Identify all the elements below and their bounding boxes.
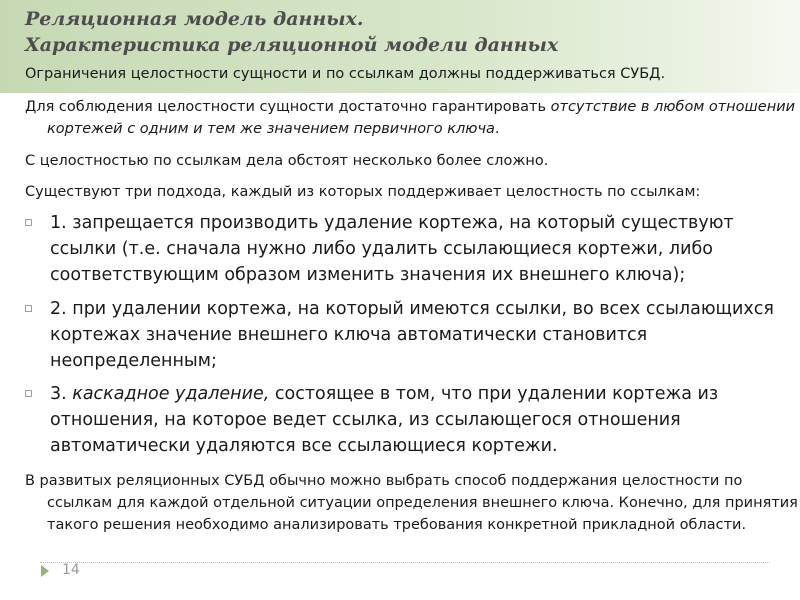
- paragraph-three-approaches: Существуют три подхода, каждый из которых поддерживает целостность по ссылкам:: [25, 184, 701, 200]
- bullet-item-1: [25, 210, 775, 288]
- footer-divider: [40, 562, 770, 563]
- paragraph-entity-integrity: [25, 96, 800, 140]
- paragraph-referential-integrity: С целостностью по ссылкам дела обстоят несколько более сложно.: [25, 153, 549, 169]
- square-bullet-icon: [25, 305, 32, 312]
- bullet-2-text: 2. при удалении кортежа, на который имеются ссылки, во всех ссылающихся кортежах значение внешнего ключа автоматически становится неопределенным;: [50, 299, 774, 371]
- bullet-3-italic-text: каскадное удаление,: [72, 384, 270, 404]
- paragraph-advanced-dbms: В развитых реляционных СУБД обычно можно выбрать способ поддержания целостности по ссылкам для каждой отдельной ситуации определения внешнего ключа. Конечно, для принятия такого решения необходимо анализировать требования конкретной прикладной области.: [25, 473, 798, 533]
- bullet-3-text: состоящее в том, что при удалении кортежа из отношения, на которое ведет ссылка, из ссылающегося отношения автоматически удаляются все ссылающиеся кортежи.: [50, 384, 719, 456]
- slide-header: [0, 0, 800, 93]
- p1-text: Для соблюдения целостности сущности достаточно гарантировать: [25, 99, 551, 115]
- p1-italic-text: отсутствие в любом отношении кортежей с одним и тем же значением первичного ключа: [47, 99, 796, 137]
- square-bullet-icon: [25, 390, 32, 397]
- bullet-1-text: 1. запрещается производить удаление кортежа, на который существуют ссылки (т.е. сначала нужно либо удалить ссылающиеся кортежи, либо соответствующим образом изменить значения их внешнего ключа);: [50, 213, 734, 285]
- bullet-3-number: 3.: [50, 384, 73, 404]
- title-line-2: Характеристика реляционной модели данных: [25, 34, 559, 56]
- slide-title: [25, 6, 558, 58]
- triangle-arrow-icon: [41, 565, 49, 577]
- p1-end: .: [494, 121, 500, 137]
- page-number: 14: [62, 562, 80, 578]
- bullet-item-2: [25, 296, 775, 374]
- slide-subtitle: Ограничения целостности сущности и по ссылкам должны поддерживаться СУБД.: [25, 66, 666, 82]
- square-bullet-icon: [25, 219, 32, 226]
- bullet-item-3: [25, 381, 775, 459]
- title-line-1: Реляционная модель данных.: [25, 8, 364, 30]
